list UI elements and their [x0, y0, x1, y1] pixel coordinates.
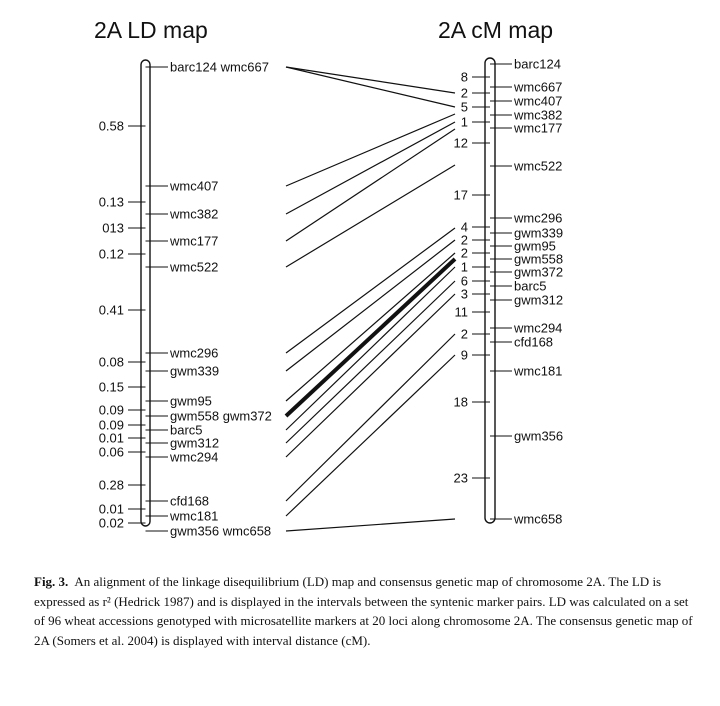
ld-marker-label: wmc177 — [170, 233, 219, 249]
connector-line — [286, 334, 455, 501]
cm-map-title: 2A cM map — [438, 17, 554, 43]
ld-marker-label: barc5 — [170, 422, 203, 438]
cm-marker-label: wmc658 — [514, 511, 563, 527]
ld-marker-label: wmc407 — [170, 178, 219, 194]
ld-marker-label: wmc522 — [170, 259, 219, 275]
cm-interval-value: 1 — [460, 259, 468, 275]
ld-map-title: 2A LD map — [94, 17, 208, 43]
cm-marker-label: wmc382 — [514, 107, 563, 123]
cm-interval-value: 1 — [460, 114, 468, 130]
cm-interval-value: 6 — [460, 273, 468, 289]
cm-interval-value: 2 — [460, 232, 468, 248]
cm-marker-label: wmc522 — [514, 158, 563, 174]
ld-marker-label: gwm558 gwm372 — [170, 408, 272, 424]
cm-marker-label: barc124 — [514, 56, 561, 72]
cm-interval-value: 18 — [453, 394, 468, 410]
connector-line — [286, 294, 455, 457]
connector-line — [286, 259, 455, 416]
ld-marker-label: gwm312 — [170, 435, 220, 451]
ld-interval-value: 0.41 — [98, 302, 124, 318]
marker-connectors — [286, 67, 455, 531]
cm-interval-value: 8 — [460, 69, 468, 85]
ld-marker-label: gwm95 — [170, 393, 212, 409]
ld-interval-value: 0.01 — [98, 430, 124, 446]
ld-chromosome-bar — [141, 60, 150, 526]
caption-text: An alignment of the linkage disequilibrium (LD) map and consensus genetic map of chromosome 2A. The LD is expressed as r² (Hedrick 1987) and is displayed in the intervals between the syntenic marker pairs. LD was calculated on a set of 96 wheat accessions genotyped with microsatellite markers at 20 loci along chromosome 2A. The consensus genetic map of 2A (Somers et al. 2004) is displayed with interval distance (cM). — [34, 574, 693, 648]
cm-interval-value: 4 — [460, 219, 468, 235]
cm-marker-label: wmc407 — [514, 93, 563, 109]
ld-marker-label: cfd168 — [170, 493, 210, 509]
ld-marker-label: wmc296 — [170, 345, 219, 361]
ld-marker-label: barc124 wmc667 — [170, 59, 269, 75]
cm-marker-label: gwm312 — [514, 292, 564, 308]
cm-marker-label: wmc296 — [514, 210, 563, 226]
connector-line — [286, 165, 455, 267]
cm-interval-value: 5 — [460, 99, 468, 115]
cm-marker-label: gwm558 — [514, 251, 564, 267]
ld-interval-value: 0.09 — [98, 402, 124, 418]
ld-marker-label: wmc294 — [170, 449, 219, 465]
ld-marker-label: gwm339 — [170, 363, 220, 379]
ld-marker-label: gwm356 wmc658 — [170, 523, 272, 539]
cm-marker-label: gwm356 — [514, 428, 564, 444]
ld-map-marks — [99, 60, 272, 539]
cm-interval-value: 9 — [460, 347, 468, 363]
cm-marker-label: wmc181 — [514, 363, 563, 379]
cm-interval-value: 2 — [460, 85, 468, 101]
cm-marker-label: barc5 — [514, 278, 547, 294]
cm-marker-label: cfd168 — [514, 334, 554, 350]
cm-marker-label: wmc294 — [514, 320, 563, 336]
connector-line — [286, 267, 455, 430]
figure-caption — [34, 572, 694, 650]
ld-interval-value: 0.06 — [98, 444, 124, 460]
cm-interval-value: 23 — [453, 470, 468, 486]
ld-interval-value: 0.58 — [98, 118, 124, 134]
cm-interval-value: 12 — [453, 135, 468, 151]
connector-line — [286, 67, 455, 107]
ld-interval-value: 0.09 — [98, 417, 124, 433]
cm-marker-label: gwm339 — [514, 225, 564, 241]
cm-map-marks — [454, 57, 564, 527]
cm-interval-value: 11 — [454, 304, 468, 320]
ld-interval-value: 013 — [102, 220, 124, 236]
ld-marker-label: wmc382 — [170, 206, 219, 222]
cm-interval-value: 2 — [460, 245, 468, 261]
ld-marker-label: wmc181 — [170, 508, 219, 524]
cm-marker-label: wmc177 — [514, 120, 563, 136]
ld-interval-value: 0.02 — [98, 515, 124, 531]
cm-interval-value: 17 — [453, 187, 468, 203]
cm-marker-label: gwm372 — [514, 264, 564, 280]
ld-interval-value: 0.01 — [98, 501, 124, 517]
connector-line — [286, 519, 455, 531]
cm-marker-label: gwm95 — [514, 238, 556, 254]
ld-interval-value: 0.13 — [98, 194, 124, 210]
connector-line — [286, 114, 455, 186]
cm-marker-label: wmc667 — [514, 79, 563, 95]
caption-label: Fig. 3. — [34, 574, 69, 589]
ld-interval-value: 0.15 — [98, 379, 124, 395]
cm-interval-value: 3 — [460, 286, 468, 302]
connector-line — [286, 67, 455, 93]
connector-line — [286, 129, 455, 241]
connector-line — [286, 228, 455, 353]
ld-interval-value: 0.28 — [98, 477, 124, 493]
cm-interval-value: 2 — [460, 326, 468, 342]
ld-interval-value: 0.12 — [98, 246, 124, 262]
connector-line — [286, 122, 455, 214]
ld-interval-value: 0.08 — [98, 354, 124, 370]
